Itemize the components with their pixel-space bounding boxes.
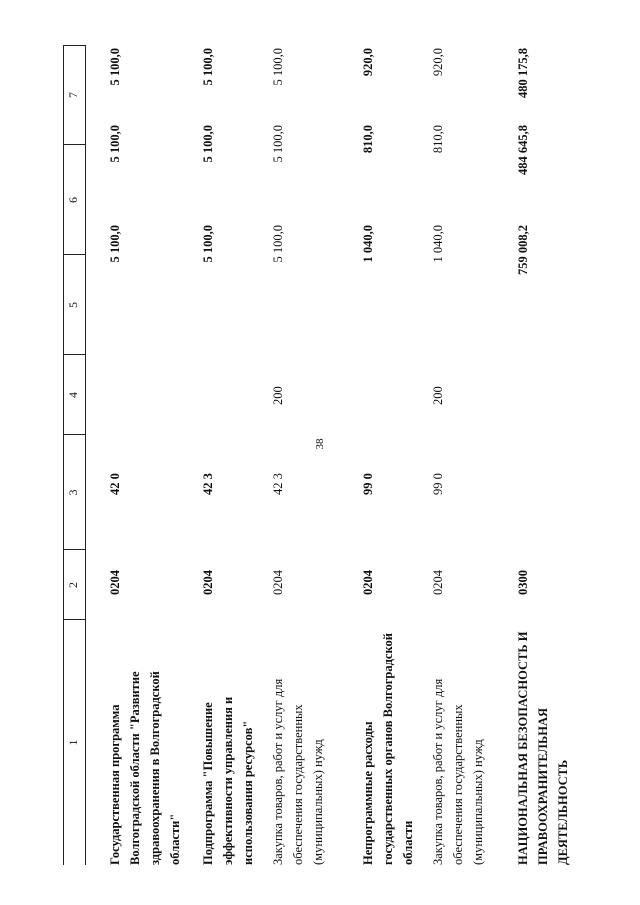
row-value-7: 920,0 bbox=[431, 48, 445, 77]
row-value-7: 5 100,0 bbox=[108, 48, 122, 86]
row-value-7: 5 100,0 bbox=[201, 48, 215, 86]
header-top-rule bbox=[63, 45, 64, 865]
row-description: Закупка товаров, работ и услуг для обеспечения государственных (муниципальных) нужд bbox=[271, 678, 325, 865]
row-type: 200 bbox=[431, 386, 445, 405]
row-value-5: 1 040,0 bbox=[361, 225, 375, 263]
header-col-3: 3 bbox=[66, 489, 80, 496]
row-section: 99 0 bbox=[361, 473, 375, 495]
row-value-5: 5 100,0 bbox=[201, 225, 215, 263]
header-bottom-rule bbox=[85, 45, 86, 865]
row-value-6: 5 100,0 bbox=[201, 125, 215, 163]
row-value-7: 480 175,8 bbox=[516, 48, 530, 98]
row-code: 0204 bbox=[361, 570, 375, 595]
row-description: Непрограммные расходы государственных органов Волгоградской области bbox=[361, 633, 415, 865]
budget-table bbox=[63, 45, 613, 865]
row-section: 42 0 bbox=[108, 473, 122, 495]
row-value-5: 759 008,2 bbox=[516, 225, 530, 275]
row-value-6: 484 645,8 bbox=[516, 125, 530, 175]
row-code: 0204 bbox=[431, 570, 445, 595]
row-value-6: 810,0 bbox=[431, 125, 445, 154]
row-value-6: 5 100,0 bbox=[108, 125, 122, 163]
header-col-6: 6 bbox=[66, 197, 80, 203]
header-col-1: 1 bbox=[66, 739, 80, 746]
header-col-4: 4 bbox=[66, 392, 80, 398]
row-code: 0300 bbox=[516, 570, 530, 595]
row-type: 200 bbox=[271, 386, 285, 405]
header-col-7: 7 bbox=[66, 92, 80, 98]
header-col-5: 5 bbox=[66, 302, 80, 308]
page-number: 38 bbox=[314, 438, 326, 450]
row-section: 99 0 bbox=[431, 473, 445, 495]
row-value-5: 5 100,0 bbox=[271, 225, 285, 263]
row-value-6: 5 100,0 bbox=[271, 125, 285, 163]
row-value-6: 810,0 bbox=[361, 125, 375, 154]
row-section: 42 3 bbox=[271, 473, 285, 495]
row-value-5: 5 100,0 bbox=[108, 225, 122, 263]
row-description: Подпрограмма "Повышение эффективности управления и использования ресурсов" bbox=[201, 696, 255, 865]
header-col-2: 2 bbox=[66, 582, 80, 588]
row-section: 42 3 bbox=[201, 473, 215, 495]
row-value-5: 1 040,0 bbox=[431, 225, 445, 263]
row-code: 0204 bbox=[108, 570, 122, 595]
row-value-7: 5 100,0 bbox=[271, 48, 285, 86]
row-description: НАЦИОНАЛЬНАЯ БЕЗОПАСНОСТЬ И ПРАВООХРАНИТЕЛЬНАЯ ДЕЯТЕЛЬНОСТЬ bbox=[516, 631, 570, 865]
row-description: Закупка товаров, работ и услуг для обеспечения государственных (муниципальных) нужд bbox=[431, 678, 485, 865]
row-value-7: 920,0 bbox=[361, 48, 375, 77]
row-code: 0204 bbox=[201, 570, 215, 595]
row-code: 0204 bbox=[271, 570, 285, 595]
row-description: Государственная программа Волгоградской области "Развитие здравоохранения в Волгоградской области" bbox=[108, 671, 182, 865]
